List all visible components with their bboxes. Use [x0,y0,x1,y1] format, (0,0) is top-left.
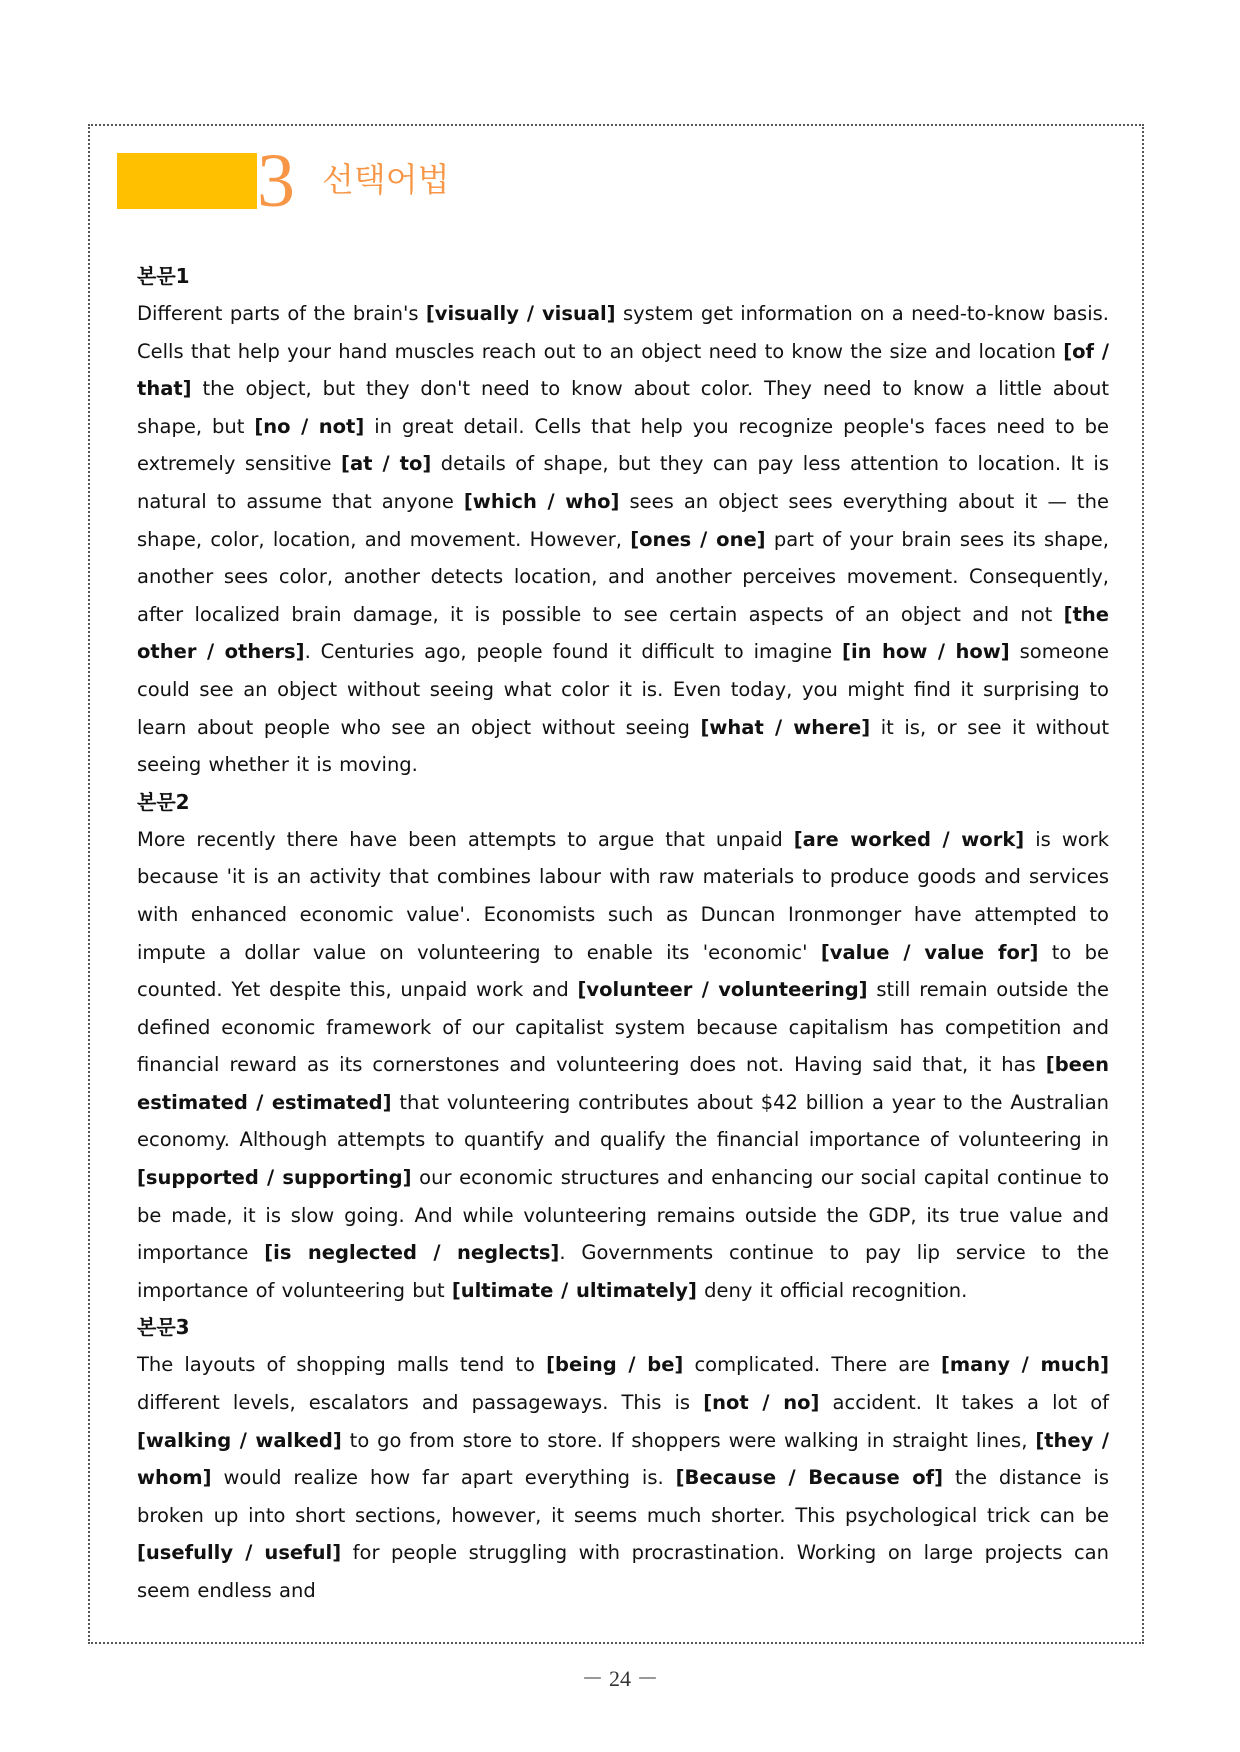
passage-2 [137,784,1109,1310]
text-run: deny it official recognition. [696,1278,968,1302]
passage-label: 본문1 [137,264,190,288]
choice-bracket: [are worked / work] [793,827,1025,851]
choice-bracket: [volunteer / volunteering] [577,978,868,1002]
choice-bracket: [supported / supporting] [137,1166,412,1190]
page-number: － 24 － [581,1666,659,1691]
passage-3 [137,1309,1109,1609]
text-run: different levels, escalators and passageways. This is [137,1391,704,1415]
choice-bracket: [what / where] [700,715,871,739]
choice-bracket: [is neglected / neglects] [264,1241,560,1265]
passage-label: 본문3 [137,1315,190,1340]
choice-bracket: [not / no] [703,1391,820,1415]
text-run: The layouts of shopping malls tend to [137,1353,547,1377]
text-run: . Governments continue to pay lip service to the importance of volunteering but [137,1241,1110,1302]
section-title: 선택어법 [322,160,450,199]
choice-bracket: [which / who] [463,489,620,513]
choice-bracket: [Because / Because of] [675,1466,944,1490]
document-body [137,258,1109,1610]
passage-text [137,821,1109,1310]
choice-bracket: [in how / how] [842,640,1010,664]
text-run: for people struggling with procrastination. Working on large projects can seem endless and [137,1541,1109,1602]
text-run: would realize how far apart everything is. [211,1466,676,1490]
choice-bracket: [at / to] [341,452,432,476]
choice-bracket: [many / much] [940,1353,1109,1377]
text-run: details of shape, but they can pay less attention to location. It is natural to assume that anyone [137,452,1109,513]
choice-bracket: [they / whom] [137,1428,1109,1490]
text-run: complicated. There are [683,1353,941,1377]
text-run: the distance is broken up into short sections, however, it seems much shorter. This psychological trick can be [137,1466,1110,1527]
section-number: 3 [257,139,295,223]
choice-bracket: [ultimate / ultimately] [451,1278,697,1302]
choice-bracket: [value / value for] [820,940,1039,964]
text-run: still remain outside the defined economic framework of our capitalist system because capitalism has competition and financial reward as its cornerstones and volunteering does not. Having said that, it has [137,978,1109,1077]
text-run: to be counted. Yet despite this, unpaid work and [137,940,1110,1002]
text-run: system get information on a need-to-know basis. Cells that help your hand muscles reach out to an object need to know the size and location [137,302,1109,363]
text-run: accident. It takes a lot of [819,1391,1110,1415]
text-run: is work because 'it is an activity that combines labour with raw materials to produce goods and services with enhanced economic value'. Economists such as Duncan Ironmonger have attempted to impute a dollar value on volunteering to enable its 'economic' [137,827,1110,964]
text-run: More recently there have been attempts to argue that unpaid [137,827,794,851]
passage-1 [137,258,1109,784]
choice-bracket: [ones / one] [630,527,766,551]
choice-bracket: [walking / walked] [137,1428,342,1452]
choice-bracket: [usefully / useful] [137,1541,342,1565]
text-run: in great detail. Cells that help you recognize people's faces need to be extremely sensitive [137,414,1109,476]
text-run: it is, or see it without seeing whether it is moving. [137,715,1109,777]
text-run: to go from store to store. If shoppers were walking in straight lines, [341,1428,1036,1452]
text-run: Different parts of the brain's [137,302,426,325]
choice-bracket: [the other / others] [137,602,1109,664]
passage-text [137,295,1109,784]
choice-bracket: [been estimated / estimated] [137,1053,1109,1114]
text-run: sees an object sees everything about it — the shape, color, location, and movement. However, [137,489,1109,551]
choice-bracket: [being / be] [546,1353,684,1377]
text-run: that volunteering contributes about $42 billion a year to the Australian economy. Although attempts to quantify and qualify the financial importance of volunteering in [137,1090,1109,1152]
text-run: our economic structures and enhancing our social capital continue to be made, it is slow going. And while volunteering remains outside the GDP, its true value and importance [137,1166,1109,1265]
header-accent-bar [117,153,257,209]
text-run: the object, but they don't need to know about color. They need to know a little about shape, but [137,377,1109,438]
text-run: someone could see an object without seeing what color it is. Even today, you might find it surprising to learn about people who see an object without seeing [137,640,1109,739]
choice-bracket: [visually / visual] [425,302,616,325]
text-run: part of your brain sees its shape, another sees color, another detects location, and another perceives movement. Consequently, after localized brain damage, it is possible to see certain aspects of an object and not [137,527,1109,626]
passage-label: 본문2 [137,789,190,814]
choice-bracket: [of / that] [137,339,1109,401]
text-run: . Centuries ago, people found it difficult to imagine [304,640,843,664]
choice-bracket: [no / not] [254,414,365,438]
passage-text [137,1346,1109,1609]
